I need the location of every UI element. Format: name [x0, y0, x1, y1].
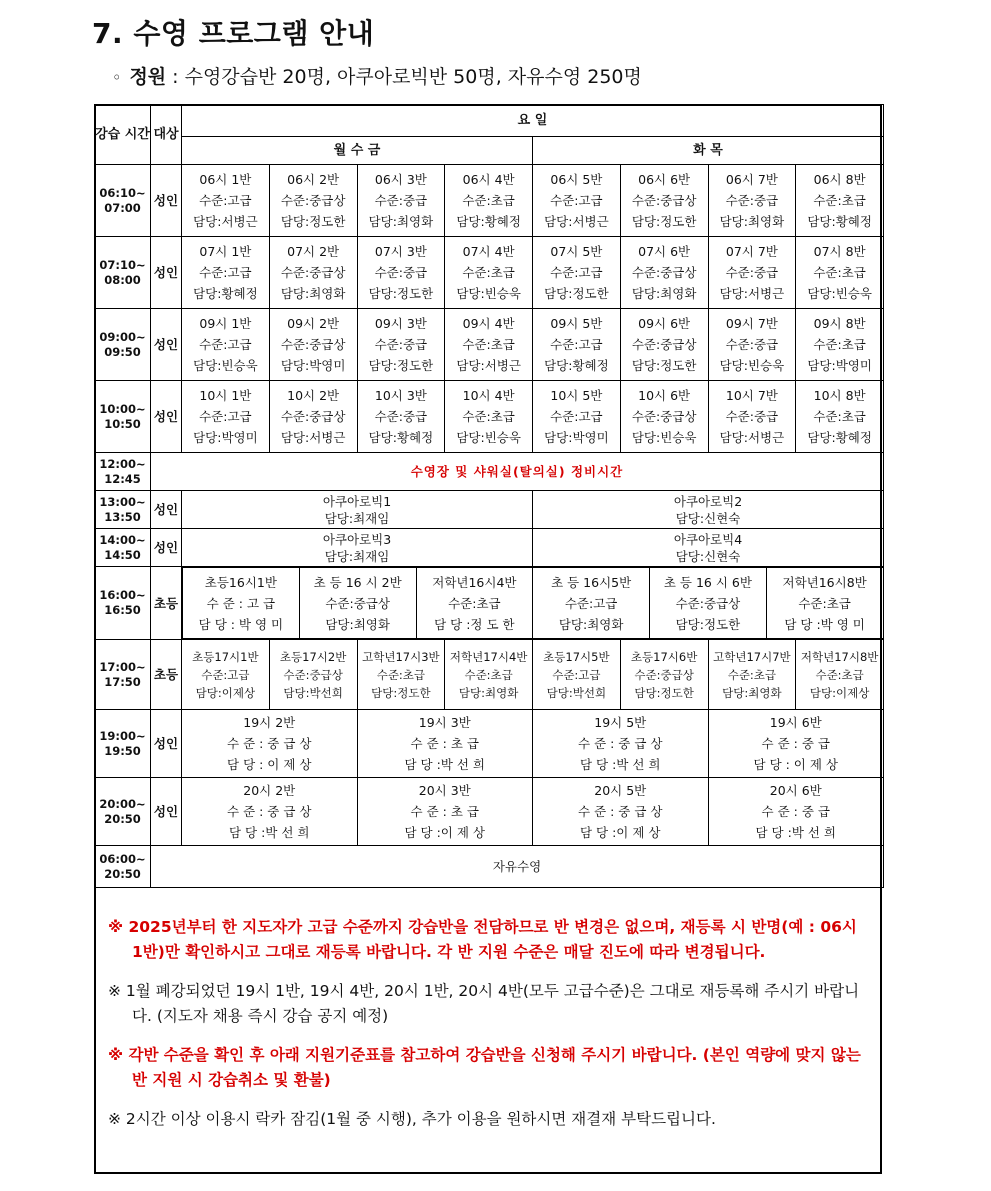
- class-instructor: 담당:정도한: [634, 685, 694, 700]
- class-instructor: 담당:박선희: [546, 685, 607, 700]
- row16-wrap: [182, 567, 884, 640]
- class-instructor: 담당:황혜정: [193, 286, 258, 301]
- class-level: 담당:신현숙: [675, 510, 741, 526]
- class-name: 07시 7반: [725, 244, 778, 259]
- class-level: 수준:중급상: [631, 337, 697, 352]
- target-cell: 성인: [151, 710, 182, 778]
- class-cell: [269, 237, 357, 309]
- class-instructor: 담당:정도한: [631, 214, 697, 229]
- class-cell: [533, 568, 650, 639]
- class-level: 수준:중급상: [634, 667, 694, 682]
- class-cell: [357, 640, 445, 710]
- class-instructor: 담당:빈승욱: [193, 358, 258, 373]
- row-17: [95, 640, 884, 710]
- class-instructor: 담당:황혜정: [807, 430, 872, 445]
- class-instructor: 담당:박영미: [807, 358, 872, 373]
- target-cell: 성인: [151, 165, 182, 237]
- aqua-class-cell: [533, 491, 884, 529]
- class-instructor: 담당:황혜정: [368, 430, 434, 445]
- table-row: [95, 567, 884, 640]
- class-instructor: 담당:빈승욱: [456, 286, 521, 301]
- class-level: 수준:초급: [462, 409, 515, 424]
- class-instructor: 담당:서병근: [719, 286, 785, 301]
- table-row: [95, 381, 884, 453]
- class-level: 수 준 : 중 급: [761, 736, 830, 751]
- class-cell: [796, 237, 884, 309]
- class-level: 수 준 : 중 급 상: [227, 736, 312, 751]
- class-cell: [650, 568, 767, 639]
- class-cell: [708, 381, 796, 453]
- target-cell: 성인: [151, 529, 182, 567]
- class-name: 초 등 16 시 6반: [663, 574, 752, 590]
- header-target: 대상: [151, 105, 182, 165]
- class-cell: [416, 568, 533, 639]
- class-cell: [182, 710, 358, 778]
- class-name: 초등16시1반: [204, 574, 277, 590]
- capacity-line: [112, 62, 642, 89]
- class-name: 10시 6반: [638, 388, 691, 403]
- class-cell: [299, 568, 416, 639]
- class-name: 아쿠아로빅1: [322, 493, 392, 509]
- table-row: [95, 778, 884, 846]
- class-cell: [357, 309, 445, 381]
- target-cell: 성인: [151, 381, 182, 453]
- row16-inner: [182, 567, 884, 639]
- class-instructor: 담당:박영미: [193, 430, 258, 445]
- time-cell: 09:00~ 09:50: [95, 309, 151, 381]
- class-level: 수준:고급: [201, 667, 250, 682]
- class-cell: [708, 640, 796, 710]
- class-cell: [357, 165, 445, 237]
- free-swim-label: 자유수영: [151, 846, 884, 888]
- class-instructor: 담 당 :박 영 미: [784, 616, 865, 632]
- class-cell: [182, 381, 270, 453]
- class-cell: [708, 710, 884, 778]
- class-cell: [269, 640, 357, 710]
- class-name: 아쿠아로빅4: [673, 531, 743, 547]
- class-cell: [182, 309, 270, 381]
- class-name: 초등17시1반: [192, 649, 259, 664]
- class-name: 10시 8반: [813, 388, 866, 403]
- capacity-text: : 수영강습반 20명, 아쿠아로빅반 50명, 자유수영 250명: [172, 66, 642, 88]
- class-cell: [269, 165, 357, 237]
- class-cell: [445, 237, 533, 309]
- class-level: 수준:중급: [374, 265, 428, 280]
- class-name: 07시 8반: [813, 244, 866, 259]
- aqua-class-cell: [533, 529, 884, 567]
- class-instructor: 담당:빈승욱: [807, 286, 872, 301]
- table-row: [95, 529, 884, 567]
- class-name: 초등17시5반: [543, 649, 610, 664]
- class-instructor: 담당:최영화: [722, 685, 782, 700]
- target-cell: 성인: [151, 778, 182, 846]
- class-instructor: 담당:이제상: [195, 685, 256, 700]
- class-level: 수준:고급: [199, 265, 252, 280]
- class-instructor: 담당:박선희: [283, 685, 343, 700]
- class-cell: [620, 309, 708, 381]
- class-name: 아쿠아로빅2: [673, 493, 743, 509]
- class-instructor: 담 당 :박 선 희: [755, 825, 836, 840]
- class-level: 수준:초급: [448, 595, 501, 611]
- class-instructor: 담당:최영화: [325, 616, 390, 632]
- class-instructor: 담당:최영화: [558, 616, 624, 632]
- class-instructor: 담당:정도한: [675, 616, 741, 632]
- class-name: 20시 2반: [243, 783, 296, 798]
- class-cell: [182, 165, 270, 237]
- class-level: 수 준 : 중 급: [761, 804, 830, 819]
- class-level: 수준:고급: [550, 265, 603, 280]
- class-name: 06시 1반: [199, 172, 252, 187]
- class-level: 수준:중급상: [675, 595, 741, 611]
- maintenance-notice: 수영장 및 샤워실(탈의실) 정비시간: [151, 453, 884, 491]
- class-name: 10시 5반: [550, 388, 603, 403]
- class-cell: [796, 381, 884, 453]
- class-level: 수준:중급상: [280, 337, 346, 352]
- time-cell: 17:00~ 17:50: [95, 640, 151, 710]
- class-level: 수 준 : 초 급: [410, 736, 479, 751]
- class-instructor: 담당:최영화: [719, 214, 785, 229]
- class-level: 수준:초급: [462, 193, 515, 208]
- class-level: 수준:중급상: [280, 409, 346, 424]
- class-level: 수 준 : 중 급 상: [227, 804, 312, 819]
- schedule-table: [94, 104, 884, 888]
- time-cell: 07:10~ 08:00: [95, 237, 151, 309]
- class-level: 담당:최재임: [324, 510, 390, 526]
- class-instructor: 담당:박영미: [544, 430, 609, 445]
- class-instructor: 담당:황혜정: [544, 358, 609, 373]
- class-cell: [620, 237, 708, 309]
- notes-list: [108, 915, 868, 1146]
- class-name: 06시 3반: [374, 172, 427, 187]
- class-instructor: 담 당 : 이 제 상: [753, 757, 838, 772]
- class-name: 20시 3반: [418, 783, 471, 798]
- class-name: 06시 4반: [462, 172, 515, 187]
- class-name: 07시 4반: [462, 244, 515, 259]
- class-cell: [796, 165, 884, 237]
- class-name: 06시 2반: [287, 172, 340, 187]
- class-cell: [620, 165, 708, 237]
- header-days-mwf: 월 수 금: [182, 137, 533, 165]
- time-cell: 06:10~ 07:00: [95, 165, 151, 237]
- class-instructor: 담당:최영화: [280, 286, 346, 301]
- target-cell: 초등: [151, 567, 182, 640]
- class-level: 수 준 : 고 급: [206, 595, 276, 611]
- class-name: 07시 6반: [638, 244, 691, 259]
- class-instructor: 담당:박영미: [280, 358, 346, 373]
- class-instructor: 담당:정도한: [544, 286, 609, 301]
- note-item: ※ 각반 수준을 확인 후 아래 지원기준표를 참고하여 강습반을 신청해 주시기 바랍니다. (본인 역량에 맞지 않는 반 지원 시 강습취소 및 환불): [108, 1046, 861, 1089]
- note-item: ※ 2025년부터 한 지도자가 고급 수준까지 강습반을 전담하므로 반 변경은 없으며, 재등록 시 반명(예 : 06시 1반)만 확인하시고 그대로 재등록 바랍니다. 각 반 지원 수준은 매달 진도에 따라 변경됩니다.: [108, 918, 857, 961]
- class-cell: [182, 778, 358, 846]
- aqua-rows: [95, 491, 884, 567]
- class-level: 수준:중급: [374, 409, 428, 424]
- class-level: 담당:신현숙: [675, 548, 741, 564]
- class-level: 수준:고급: [550, 337, 603, 352]
- class-name: 07시 3반: [374, 244, 427, 259]
- class-level: 수준:중급상: [280, 265, 346, 280]
- class-instructor: 담당:정도한: [280, 214, 346, 229]
- class-name: 10시 1반: [199, 388, 252, 403]
- class-level: 수준:초급: [813, 337, 866, 352]
- target-cell: 초등: [151, 640, 182, 710]
- class-instructor: 담당:최영화: [631, 286, 697, 301]
- header-time: 강습 시간: [95, 105, 151, 165]
- class-instructor: 담당:최영화: [368, 214, 434, 229]
- class-name: 09시 2반: [287, 316, 340, 331]
- class-instructor: 담 당 :정 도 한: [434, 616, 515, 632]
- class-level: 수준:중급: [725, 409, 779, 424]
- aqua-class-cell: [182, 491, 533, 529]
- class-cell: [766, 568, 883, 639]
- class-cell: [183, 568, 300, 639]
- class-instructor: 담 당 : 이 제 상: [227, 757, 312, 772]
- note-item: ※ 1월 폐강되었던 19시 1반, 19시 4반, 20시 1반, 20시 4반(모두 고급수준)은 그대로 재등록해 주시기 바랍니다. (지도자 채용 즉시 강습 공지 예정): [108, 982, 860, 1025]
- class-level: 수준:초급: [464, 667, 513, 682]
- class-level: 수준:중급상: [280, 193, 346, 208]
- class-cell: [708, 309, 796, 381]
- class-level: 수준:초급: [813, 409, 866, 424]
- aqua-class-cell: [182, 529, 533, 567]
- class-cell: [533, 710, 709, 778]
- table-row: [95, 237, 884, 309]
- class-cell: [445, 381, 533, 453]
- class-level: 수준:중급: [725, 337, 779, 352]
- class-level: 수준:중급: [725, 265, 779, 280]
- class-level: 담당:최재임: [324, 548, 390, 564]
- class-level: 수준:고급: [550, 193, 603, 208]
- class-instructor: 담 당 :박 선 희: [229, 825, 310, 840]
- class-level: 수준:중급: [374, 337, 428, 352]
- class-name: 06시 5반: [550, 172, 603, 187]
- class-name: 19시 2반: [243, 715, 296, 730]
- class-level: 수 준 : 중 급 상: [578, 736, 663, 751]
- time-cell: 13:00~ 13:50: [95, 491, 151, 529]
- class-level: 수준:초급: [462, 265, 515, 280]
- target-cell: 성인: [151, 309, 182, 381]
- class-instructor: 담 당 : 박 영 미: [198, 616, 284, 632]
- class-cell: [533, 237, 621, 309]
- class-instructor: 담당:정도한: [371, 685, 431, 700]
- class-level: 수준:중급상: [631, 409, 697, 424]
- time-cell: 06:00~ 20:50: [95, 846, 151, 888]
- class-cell: [796, 640, 884, 710]
- class-cell: [533, 381, 621, 453]
- class-instructor: 담당:서병근: [544, 214, 609, 229]
- class-level: 수준:중급상: [325, 595, 390, 611]
- class-cell: [182, 237, 270, 309]
- class-instructor: 담당:정도한: [368, 286, 434, 301]
- class-name: 06시 7반: [725, 172, 778, 187]
- class-name: 09시 8반: [813, 316, 866, 331]
- class-cell: [533, 640, 621, 710]
- class-cell: [445, 640, 533, 710]
- class-level: 수준:중급: [374, 193, 428, 208]
- class-level: 수준:초급: [798, 595, 851, 611]
- target-cell: 성인: [151, 237, 182, 309]
- note-item: ※ 2시간 이상 이용시 락카 잠김(1월 중 시행), 추가 이용을 원하시면 재결재 부탁드립니다.: [108, 1110, 716, 1128]
- class-cell: [796, 309, 884, 381]
- class-name: 07시 1반: [199, 244, 252, 259]
- class-instructor: 담당:정도한: [631, 358, 697, 373]
- class-level: 수준:초급: [815, 667, 864, 682]
- table-row: [95, 640, 884, 710]
- class-instructor: 담당:정도한: [368, 358, 434, 373]
- class-name: 09시 7반: [725, 316, 778, 331]
- class-name: 06시 6반: [638, 172, 691, 187]
- evening-rows: [95, 710, 884, 846]
- class-level: 수준:초급: [813, 265, 866, 280]
- class-name: 07시 2반: [287, 244, 340, 259]
- class-name: 초 등 16 시 2반: [313, 574, 402, 590]
- class-name: 초등17시2반: [279, 649, 347, 664]
- class-instructor: 담 당 :박 선 희: [580, 757, 661, 772]
- class-cell: [357, 237, 445, 309]
- class-level: 수준:초급: [462, 337, 515, 352]
- class-level: 수준:고급: [552, 667, 601, 682]
- class-cell: [708, 165, 796, 237]
- class-name: 19시 3반: [418, 715, 471, 730]
- class-name: 09시 6반: [638, 316, 691, 331]
- class-name: 07시 5반: [550, 244, 603, 259]
- class-cell: [620, 381, 708, 453]
- class-level: 수준:초급: [727, 667, 777, 682]
- class-name: 06시 8반: [813, 172, 866, 187]
- class-instructor: 담당:서병근: [193, 214, 258, 229]
- class-level: 수 준 : 초 급: [410, 804, 479, 819]
- class-level: 수준:고급: [199, 409, 252, 424]
- class-cell: [445, 165, 533, 237]
- class-level: 수준:고급: [564, 595, 618, 611]
- morning-rows: [95, 165, 884, 453]
- row-16: [95, 567, 884, 640]
- capacity-label: 정원: [129, 66, 167, 88]
- class-instructor: 담당:빈승욱: [631, 430, 697, 445]
- class-name: 아쿠아로빅3: [322, 531, 392, 547]
- target-cell: 성인: [151, 491, 182, 529]
- table-row: [95, 165, 884, 237]
- class-name: 저학년17시4반: [449, 649, 528, 664]
- class-name: 고학년17시7반: [713, 649, 791, 664]
- header-days: 요 일: [182, 105, 884, 137]
- class-name: 저학년16시8반: [782, 574, 867, 590]
- time-cell: 10:00~ 10:50: [95, 381, 151, 453]
- class-level: 수준:초급: [813, 193, 866, 208]
- table-row: [95, 309, 884, 381]
- class-name: 10시 7반: [725, 388, 778, 403]
- class-name: 10시 2반: [287, 388, 340, 403]
- bullet-icon: ◦: [112, 68, 122, 87]
- class-name: 초등17시6반: [630, 649, 698, 664]
- table-row: [183, 568, 884, 639]
- class-cell: [357, 381, 445, 453]
- class-instructor: 담당:빈승욱: [456, 430, 521, 445]
- class-name: 09시 4반: [462, 316, 515, 331]
- class-name: 09시 5반: [550, 316, 603, 331]
- class-cell: [182, 640, 270, 710]
- class-instructor: 담당:황혜정: [807, 214, 872, 229]
- class-cell: [533, 778, 709, 846]
- class-level: 수준:중급상: [631, 193, 697, 208]
- class-name: 09시 3반: [374, 316, 427, 331]
- class-instructor: 담당:황혜정: [456, 214, 521, 229]
- class-name: 저학년16시4반: [432, 574, 517, 590]
- class-name: 19시 5반: [594, 715, 647, 730]
- table-row: [95, 710, 884, 778]
- class-name: 19시 6반: [769, 715, 822, 730]
- time-cell: 14:00~ 14:50: [95, 529, 151, 567]
- class-name: 초 등 16시5반: [551, 574, 632, 590]
- time-cell: 20:00~ 20:50: [95, 778, 151, 846]
- class-name: 저학년17시8반: [800, 649, 879, 664]
- class-instructor: 담당:서병근: [456, 358, 521, 373]
- class-level: 수준:고급: [550, 409, 603, 424]
- header-days-tt: 화 목: [533, 137, 884, 165]
- time-cell: 19:00~ 19:50: [95, 710, 151, 778]
- class-name: 20시 5반: [594, 783, 647, 798]
- class-instructor: 담당:최영화: [458, 685, 519, 700]
- class-instructor: 담 당 :박 선 희: [404, 757, 485, 772]
- class-instructor: 담당:서병근: [719, 430, 785, 445]
- class-name: 10시 4반: [462, 388, 515, 403]
- class-cell: [533, 309, 621, 381]
- class-instructor: 담 당 :이 제 상: [404, 825, 485, 840]
- class-cell: [357, 710, 533, 778]
- class-cell: [445, 309, 533, 381]
- class-instructor: 담당:빈승욱: [719, 358, 785, 373]
- class-cell: [708, 237, 796, 309]
- class-level: 수준:고급: [199, 337, 252, 352]
- class-cell: [708, 778, 884, 846]
- class-level: 수 준 : 중 급 상: [578, 804, 663, 819]
- class-name: 09시 1반: [199, 316, 252, 331]
- class-level: 수준:중급상: [283, 667, 343, 682]
- class-cell: [269, 381, 357, 453]
- time-cell: 16:00~ 16:50: [95, 567, 151, 640]
- class-cell: [533, 165, 621, 237]
- class-instructor: 담당:이제상: [809, 685, 870, 700]
- class-name: 고학년17시3반: [362, 649, 440, 664]
- time-cell: 12:00~ 12:45: [95, 453, 151, 491]
- section-title: 7. 수영 프로그램 안내: [92, 17, 375, 50]
- class-instructor: 담당:서병근: [280, 430, 346, 445]
- class-level: 수준:고급: [199, 193, 252, 208]
- class-name: 10시 3반: [374, 388, 427, 403]
- class-name: 20시 6반: [769, 783, 822, 798]
- class-level: 수준:초급: [376, 667, 426, 682]
- class-cell: [269, 309, 357, 381]
- class-level: 수준:중급: [725, 193, 779, 208]
- class-cell: [620, 640, 708, 710]
- class-cell: [357, 778, 533, 846]
- class-instructor: 담 당 :이 제 상: [580, 825, 661, 840]
- class-level: 수준:중급상: [631, 265, 697, 280]
- table-row: [95, 491, 884, 529]
